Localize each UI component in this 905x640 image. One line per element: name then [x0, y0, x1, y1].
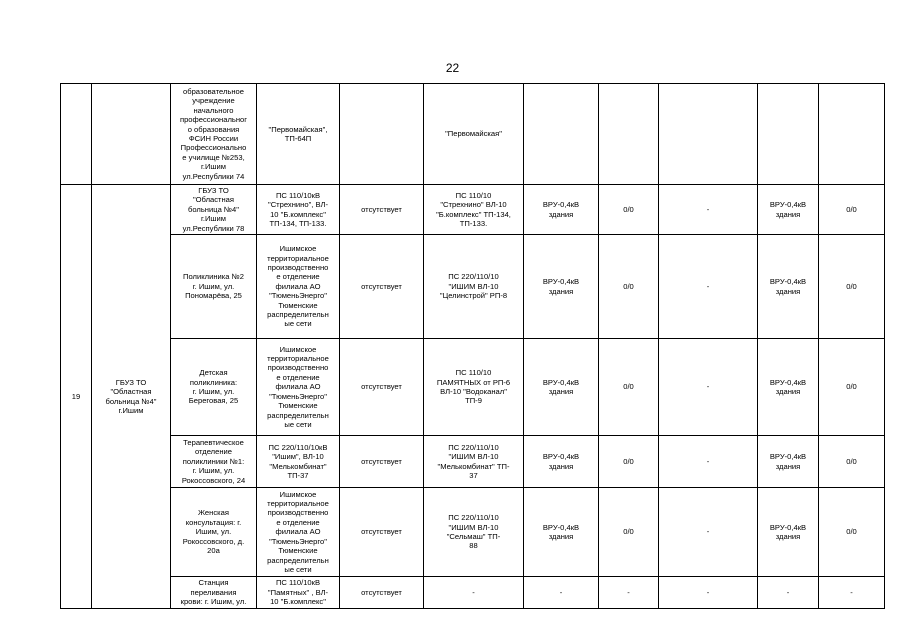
- cell-backup: отсутствует: [340, 577, 424, 609]
- table-row: [61, 339, 885, 436]
- cell-route: ПС 110/10 ПАМЯТНЫХ от РП-6 ВЛ-10 "Водоканал" ТП-9: [424, 339, 524, 436]
- cell-ratio2: -: [819, 577, 885, 609]
- cell-ratio: 0/0: [599, 339, 659, 436]
- cell-dash: -: [659, 436, 758, 488]
- cell-backup: отсутствует: [340, 339, 424, 436]
- cell-consumer: Станция переливания крови: г. Ишим, ул.: [171, 577, 257, 609]
- cell-ratio: 0/0: [599, 185, 659, 235]
- cell-ratio2: 0/0: [819, 185, 885, 235]
- cell-point2: -: [758, 577, 819, 609]
- cell-route: ПС 220/110/10 "ИШИМ ВЛ-10 "Целинстрой" РП-8: [424, 235, 524, 339]
- cell-point: ВРУ-0,4кВ здания: [524, 488, 599, 577]
- cell-dash: -: [659, 235, 758, 339]
- cell-source: Ишимское территориальное производственно е отделение филиала АО "ТюменьЭнерго" Тюменские распределительн ые сети: [257, 488, 340, 577]
- cell-ratio2: 0/0: [819, 436, 885, 488]
- cell-ratio: 0/0: [599, 488, 659, 577]
- cell-backup: отсутствует: [340, 185, 424, 235]
- cell-number: 19: [61, 185, 92, 609]
- cell-dash: -: [659, 488, 758, 577]
- cell-backup: отсутствует: [340, 488, 424, 577]
- cell-consumer: Терапевтическое отделение поликлиники №1: г. Ишим, ул. Рокоссовского, 24: [171, 436, 257, 488]
- cell-point: [524, 84, 599, 185]
- cell-source: ПС 110/10кВ "Памятных" , ВЛ- 10 "Б.комплекс": [257, 577, 340, 609]
- cell-point2: [758, 84, 819, 185]
- cell-route: ПС 220/110/10 "ИШИМ ВЛ-10 "Мелькомбинат" ТП- 37: [424, 436, 524, 488]
- cell-route: ПС 220/110/10 "ИШИМ ВЛ-10 "Сельмаш" ТП- 88: [424, 488, 524, 577]
- cell-route: -: [424, 577, 524, 609]
- cell-route: "Первомайская": [424, 84, 524, 185]
- cell-dash: -: [659, 577, 758, 609]
- cell-point2: ВРУ-0,4кВ здания: [758, 235, 819, 339]
- cell-number: [61, 84, 92, 185]
- cell-consumer: Поликлиника №2 г. Ишим, ул. Пономарёва, 25: [171, 235, 257, 339]
- page-number: 22: [445, 61, 460, 75]
- table-row: [61, 488, 885, 577]
- cell-point: ВРУ-0,4кВ здания: [524, 339, 599, 436]
- cell-dash: -: [659, 185, 758, 235]
- cell-backup: отсутствует: [340, 436, 424, 488]
- cell-ratio2: 0/0: [819, 488, 885, 577]
- cell-consumer: ГБУЗ ТО "Областная больница №4" г.Ишим ул.Республики 78: [171, 185, 257, 235]
- cell-ratio: [599, 84, 659, 185]
- cell-ratio: -: [599, 577, 659, 609]
- table-row: [61, 185, 885, 235]
- cell-point2: ВРУ-0,4кВ здания: [758, 488, 819, 577]
- cell-dash: [659, 84, 758, 185]
- cell-route: ПС 110/10 "Стрехнино" ВЛ-10 "Б.комплекс" ТП-134, ТП-133.: [424, 185, 524, 235]
- power-supply-table: [60, 83, 885, 609]
- cell-ratio2: [819, 84, 885, 185]
- cell-point2: ВРУ-0,4кВ здания: [758, 339, 819, 436]
- table-row: [61, 577, 885, 609]
- cell-source: "Первомайская", ТП-64П: [257, 84, 340, 185]
- cell-point2: ВРУ-0,4кВ здания: [758, 436, 819, 488]
- cell-source: ПС 220/110/10кВ "Ишим", ВЛ-10 "Мелькомбинат" ТП-37: [257, 436, 340, 488]
- cell-backup: отсутствует: [340, 235, 424, 339]
- cell-ratio2: 0/0: [819, 235, 885, 339]
- cell-source: Ишимское территориальное производственно е отделение филиала АО "ТюменьЭнерго" Тюменские распределительн ые сети: [257, 339, 340, 436]
- cell-point2: ВРУ-0,4кВ здания: [758, 185, 819, 235]
- cell-dash: -: [659, 339, 758, 436]
- cell-ratio2: 0/0: [819, 339, 885, 436]
- table-row: [61, 84, 885, 185]
- cell-consumer: Женская консультация: г. Ишим, ул. Рокоссовского, д. 20а: [171, 488, 257, 577]
- cell-ratio: 0/0: [599, 235, 659, 339]
- cell-org: [92, 84, 171, 185]
- cell-backup: [340, 84, 424, 185]
- cell-point: ВРУ-0,4кВ здания: [524, 235, 599, 339]
- cell-point: -: [524, 577, 599, 609]
- cell-point: ВРУ-0,4кВ здания: [524, 436, 599, 488]
- cell-consumer: образовательное учреждение начального профессиональног о образования ФСИН России Профессионально е училище №253, г.Ишим ул.Республики 74: [171, 84, 257, 185]
- cell-org: ГБУЗ ТО "Областная больница №4" г.Ишим: [92, 185, 171, 609]
- cell-source: Ишимское территориальное производственно е отделение филиала АО "ТюменьЭнерго" Тюменские распределительн ые сети: [257, 235, 340, 339]
- table-row: [61, 235, 885, 339]
- cell-point: ВРУ-0,4кВ здания: [524, 185, 599, 235]
- table-row: [61, 436, 885, 488]
- cell-source: ПС 110/10кВ "Стрехнино", ВЛ- 10 "Б.комплекс" ТП-134, ТП-133.: [257, 185, 340, 235]
- cell-consumer: Детская поликлиника: г. Ишим, ул. Береговая, 25: [171, 339, 257, 436]
- cell-ratio: 0/0: [599, 436, 659, 488]
